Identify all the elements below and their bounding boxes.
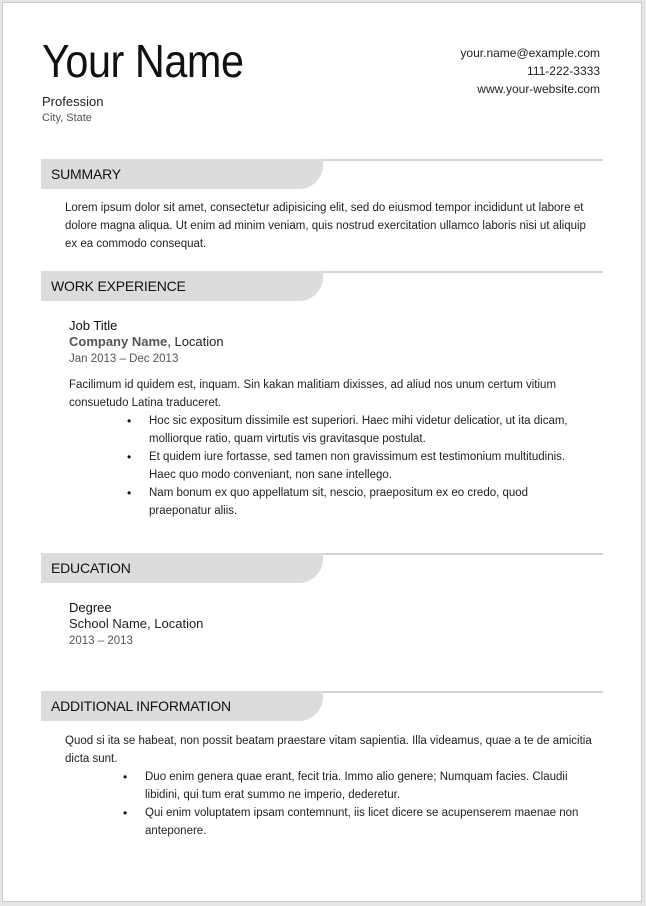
additional-bullets — [123, 768, 605, 840]
work-section-header — [41, 271, 603, 303]
job-title: Job Title — [69, 318, 118, 333]
additional-text: Quod si ita se habeat, non possit beatam praestare vitam sapientia. Illa videamus, quae a te de amicitia dicta sunt. — [65, 735, 592, 765]
company-name: Company Name — [69, 334, 168, 349]
summary-text: Lorem ipsum dolor sit amet, consectetur adipisicing elit, sed do eiusmod tempor incididunt ut labore et dolore magna aliqua. Ut enim ad minim veniam, quis nostrud exercitation ullamco laboris nisi ut aliquip ex ea commodo consequat. — [65, 202, 586, 250]
candidate-name: Your Name — [42, 35, 244, 87]
work-heading: WORK EXPERIENCE — [51, 278, 186, 294]
list-item: • Hoc sic expositum dissimile est superiori. Haec mihi videtur delicatior, ut ita dicam, molliorque ratio, quam virtutis vis gravitasque postulat. — [127, 414, 568, 445]
education-dates: 2013 – 2013 — [69, 635, 133, 647]
degree: Degree — [69, 600, 112, 615]
company-location: , Location — [167, 334, 224, 349]
job-description: Facilimum id quidem est, inquam. Sin kakan malitiam dixisses, ad aliud nos unum certum vitium consuetudo Latina traduceret. — [69, 379, 557, 409]
bullet-icon: • — [123, 770, 128, 784]
resume-page — [2, 2, 642, 902]
bullet-icon: • — [123, 806, 128, 820]
additional-heading: ADDITIONAL INFORMATION — [51, 698, 231, 714]
job-dates: Jan 2013 – Dec 2013 — [69, 353, 179, 365]
summary-section-header — [41, 159, 603, 191]
contact-block — [460, 44, 600, 98]
bullet-icon: • — [127, 486, 132, 500]
bullet-icon: • — [127, 414, 132, 428]
list-item: • Nam bonum ex quo appellatum sit, nescio, praepositum ex eo credo, quod praeponatur aliis. — [127, 486, 529, 517]
company-line — [69, 334, 224, 349]
education-heading: EDUCATION — [51, 560, 131, 576]
profession: Profession — [42, 94, 104, 109]
list-item: • Duo enim genera quae erant, fecit tria. Immo alio genere; Numquam facies. Claudii libidini, qui tum erat summo ne imperio, dederetur. — [123, 770, 568, 801]
job-bullets — [127, 412, 579, 520]
bullet-icon: • — [127, 450, 132, 464]
phone: 111-222-3333 — [527, 64, 600, 78]
city-state: City, State — [42, 112, 92, 124]
additional-section-header — [41, 691, 603, 723]
summary-heading: SUMMARY — [51, 166, 121, 182]
list-item: • Qui enim voluptatem ipsam contemnunt, iis licet dicere se acupenserem maenae non anteponere. — [123, 806, 579, 837]
school-line: School Name, Location — [69, 616, 204, 631]
website[interactable]: www.your-website.com — [477, 82, 600, 96]
email[interactable]: your.name@example.com — [460, 46, 600, 60]
education-section-header — [41, 553, 603, 585]
list-item: • Et quidem iure fortasse, sed tamen non gravissimum est testimonium multitudinis. Haec quo modo conveniant, non sane intellego. — [127, 450, 566, 481]
